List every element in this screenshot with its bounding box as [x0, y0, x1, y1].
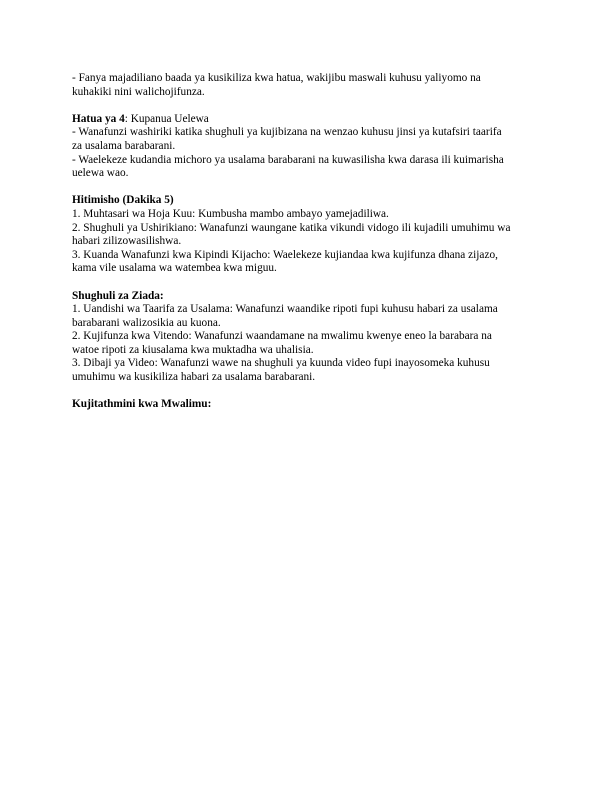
intro-line: kuhakiki nini walichojifunza. — [72, 85, 205, 98]
extra-activities-line: umuhimu wa kusikiliza habari za usalama barabarani. — [72, 371, 316, 384]
intro-line: - Fanya majadiliano baada ya kusikiliza kwa hatua, wakijibu maswali kuhusu yaliyomo na — [72, 72, 481, 84]
step4-section — [72, 113, 542, 181]
conclusion-line: habari zilizowasilishwa. — [72, 235, 182, 248]
conclusion-line: 1. Muhtasari wa Hoja Kuu: Kumbusha mambo ambayo yamejadiliwa. — [72, 207, 389, 220]
self-assessment-heading: Kujitathmini kwa Mwalimu: — [72, 398, 212, 411]
conclusion-line: 2. Shughuli ya Ushirikiano: Wanafunzi waungane katika vikundi vidogo ili kujadili umuhimu wa — [72, 221, 511, 234]
extra-activities-heading: Shughuli za Ziada: — [72, 289, 164, 302]
step4-heading-bold: Hatua ya 4 — [72, 112, 125, 125]
paragraph-spacer — [72, 181, 542, 195]
conclusion-section — [72, 194, 542, 276]
step4-line: - Waelekeze kudandia michoro ya usalama barabarani na kuwasilisha kwa darasa ili kuimarisha — [72, 153, 504, 166]
step4-line: uelewa wao. — [72, 167, 129, 180]
extra-activities-line: 2. Kujifunza kwa Vitendo: Wanafunzi waandamane na mwalimu kwenye eneo la barabara na — [72, 330, 492, 343]
extra-activities-line: watoe ripoti za kiusalama kwa muktadha wa uhalisia. — [72, 343, 314, 356]
step4-heading-rest: : Kupanua Uelewa — [124, 112, 209, 125]
extra-activities-line: 1. Uandishi wa Taarifa za Usalama: Wanafunzi waandike ripoti fupi kuhusu habari za usalama — [72, 303, 498, 316]
intro-paragraph — [72, 72, 542, 99]
conclusion-line: 3. Kuanda Wanafunzi kwa Kipindi Kijacho: Waelekeze kujiandaa kwa kujifunza dhana zijazo, — [72, 248, 498, 261]
self-assessment-section — [72, 398, 542, 412]
paragraph-spacer — [72, 385, 542, 399]
extra-activities-section — [72, 290, 542, 385]
page-content — [72, 72, 542, 412]
conclusion-heading: Hitimisho (Dakika 5) — [72, 194, 174, 207]
conclusion-line: kama vile usalama wa watembea kwa miguu. — [72, 262, 277, 275]
extra-activities-line: barabarani walizosikia au kuona. — [72, 316, 221, 329]
paragraph-spacer — [72, 276, 542, 290]
step4-line: - Wanafunzi washiriki katika shughuli ya kujibizana na wenzao kuhusu jinsi ya kutafsiri taarifa — [72, 126, 502, 139]
step4-heading — [72, 113, 542, 127]
step4-line: za usalama barabarani. — [72, 139, 176, 152]
paragraph-spacer — [72, 99, 542, 113]
extra-activities-line: 3. Dibaji ya Video: Wanafunzi wawe na shughuli ya kuunda video fupi inayosomeka kuhusu — [72, 357, 490, 370]
